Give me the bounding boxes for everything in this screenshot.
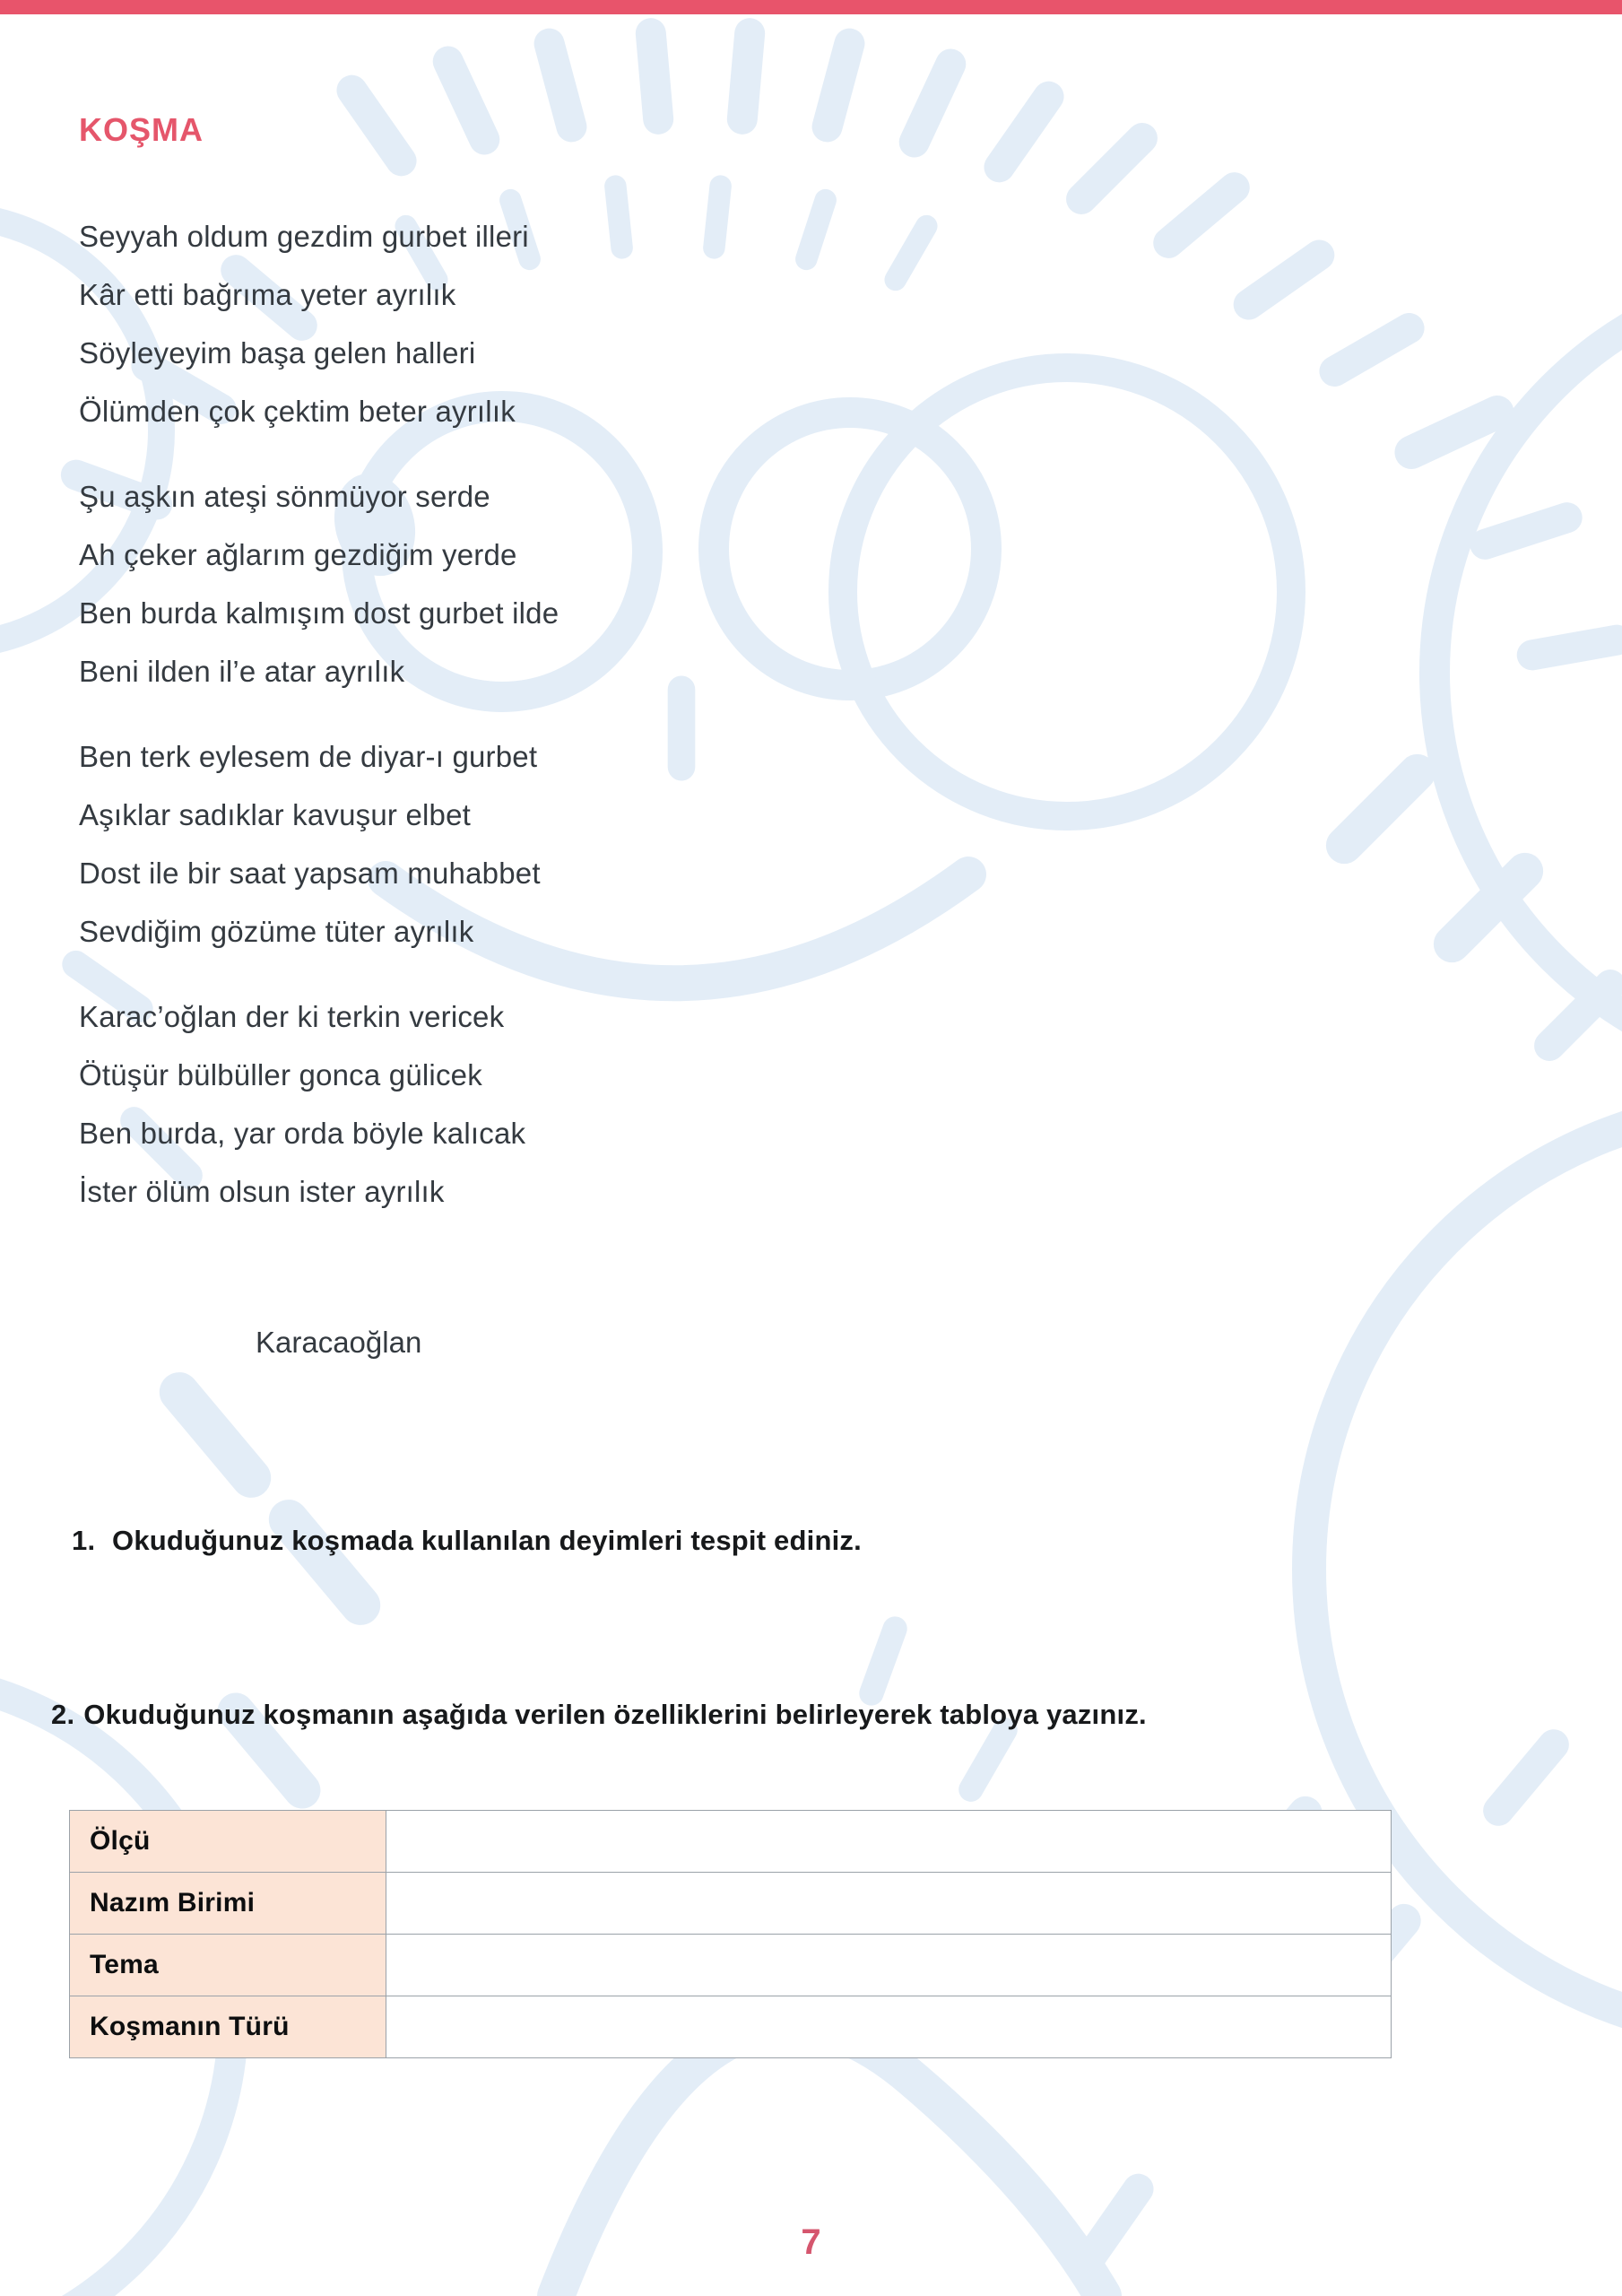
table-label-kosmanin-turu: Koşmanın Türü [70,1996,386,2058]
table-label-olcu: Ölçü [70,1811,386,1873]
question-1 [72,1525,862,1557]
table-answer-cell[interactable] [386,1811,1392,1873]
features-table [69,1810,1392,2058]
poem-line: Karac’oğlan der ki terkin vericek [79,1000,505,1033]
poem-line: Seyyah oldum gezdim gurbet illeri [79,220,529,253]
page-title: KOŞMA [79,111,204,148]
poem-line: Beni ilden il’e atar ayrılık [79,655,405,688]
question-1-text: Okuduğunuz koşmada kullanılan deyimleri tespit ediniz. [112,1525,862,1556]
poem-line: Söyleyeyim başa gelen halleri [79,336,476,370]
table-answer-cell[interactable] [386,1996,1392,2058]
poem-stanza [79,1002,559,1206]
table-row [70,1811,1392,1873]
table-row [70,1873,1392,1935]
page-number: 7 [801,2222,821,2262]
table-label-tema: Tema [70,1935,386,1996]
question-2 [51,1699,1147,1731]
question-1-number: 1. [72,1525,96,1556]
poem-line: Ben terk eylesem de diyar-ı gurbet [79,740,538,773]
poem [79,222,559,1262]
table-answer-cell[interactable] [386,1873,1392,1935]
poem-line: Şu aşkın ateşi sönmüyor serde [79,480,490,513]
poem-stanza [79,482,559,686]
question-2-text: Okuduğunuz koşmanın aşağıda verilen özelliklerini belirleyerek tabloya yazınız. [83,1699,1147,1730]
question-2-number: 2. [51,1699,75,1730]
table-row [70,1935,1392,1996]
poem-line: Ben burda kalmışım dost gurbet ilde [79,596,559,630]
poem-line: Ölümden çok çektim beter ayrılık [79,395,516,428]
table-label-nazim-birimi: Nazım Birimi [70,1873,386,1935]
poem-stanza [79,742,559,946]
poem-line: Aşıklar sadıklar kavuşur elbet [79,798,472,831]
poem-line: Sevdiğim gözüme tüter ayrılık [79,915,474,948]
poem-line: Ötüşür bülbüller gonca gülicek [79,1058,482,1091]
poem-line: Kâr etti bağrıma yeter ayrılık [79,278,456,311]
poem-attribution: Karacaoğlan [256,1326,422,1359]
table-answer-cell[interactable] [386,1935,1392,1996]
table-row [70,1996,1392,2058]
poem-line: Ben burda, yar orda böyle kalıcak [79,1117,526,1150]
poem-line: Dost ile bir saat yapsam muhabbet [79,857,541,890]
top-accent-bar [0,0,1622,14]
poem-line: İster ölüm olsun ister ayrılık [79,1175,445,1208]
poem-line: Ah çeker ağlarım gezdiğim yerde [79,538,517,571]
poem-stanza [79,222,559,426]
